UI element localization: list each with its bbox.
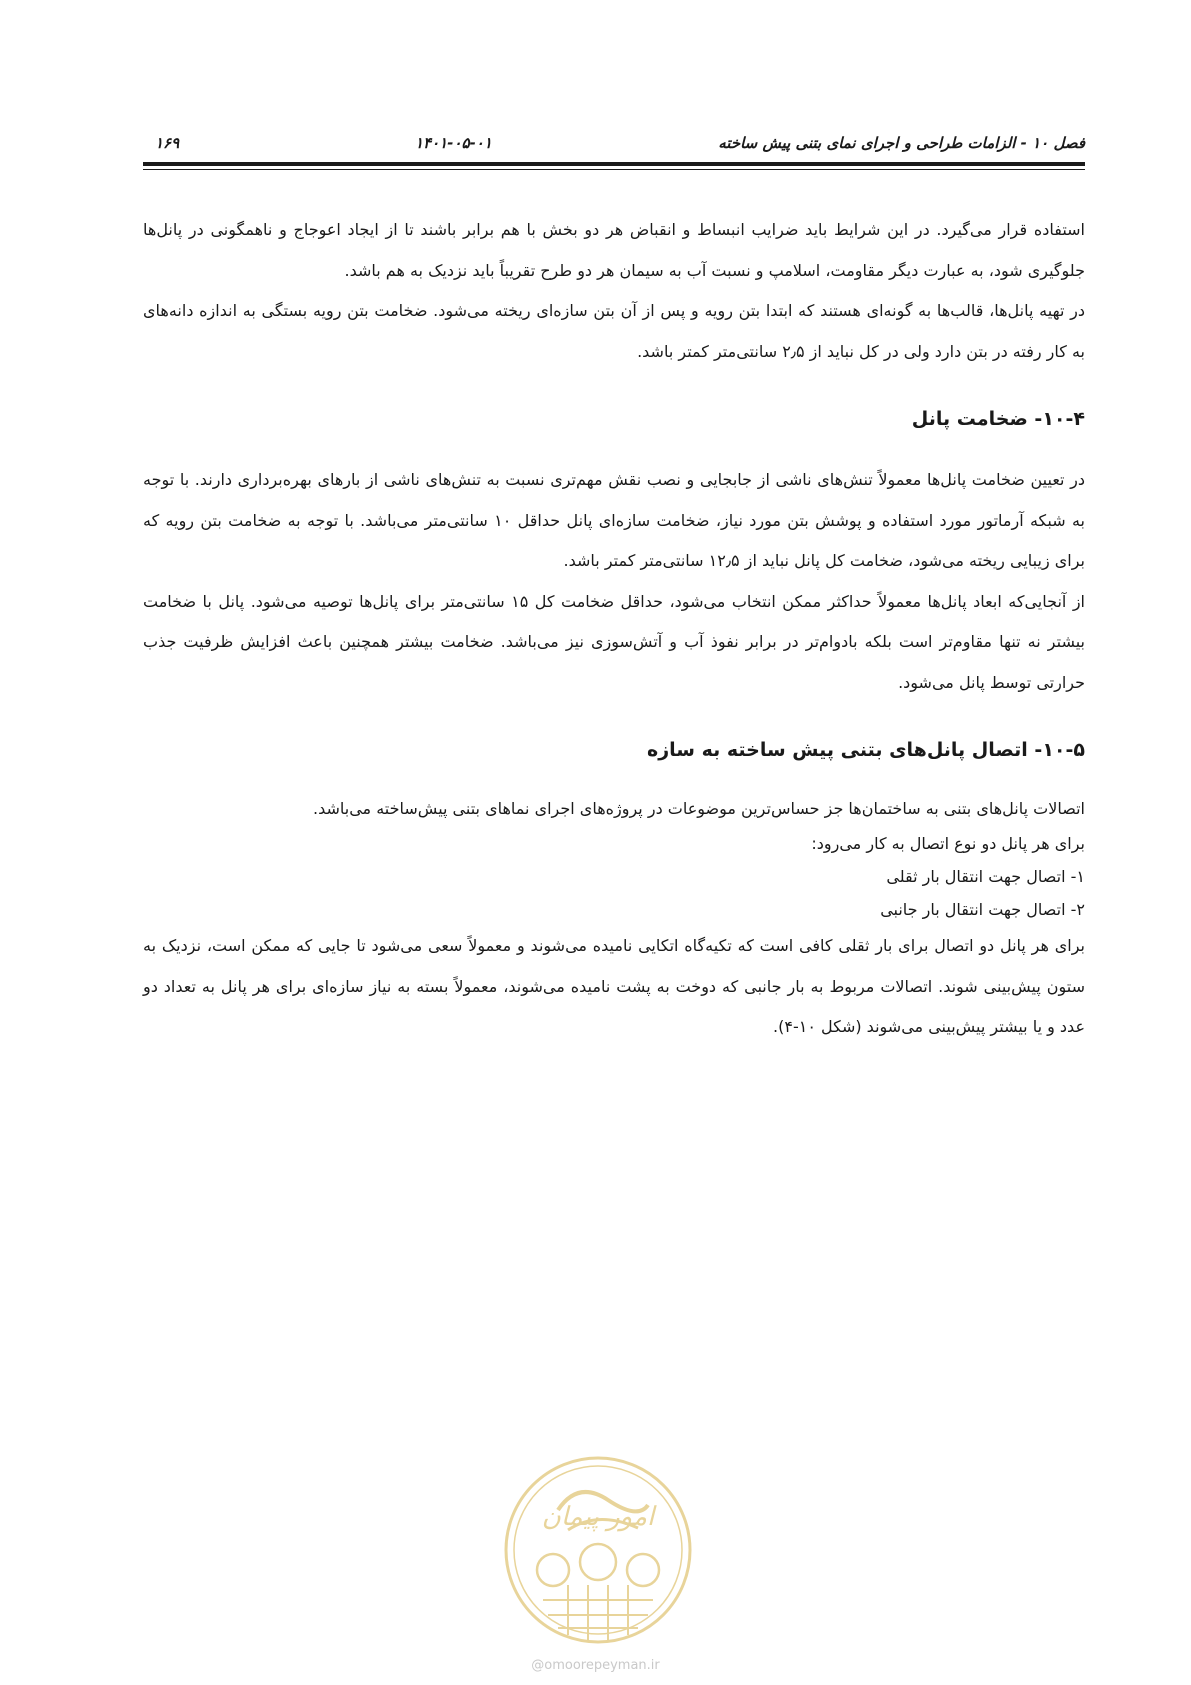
- page-number: ۱۶۹: [155, 134, 180, 152]
- header-rule-thin: [143, 169, 1085, 170]
- page-body: [143, 210, 1085, 1048]
- section-heading-panel-thickness: ۱۰-۴- ضخامت پانل: [911, 408, 1085, 430]
- header-rule-thick: [143, 162, 1085, 166]
- paragraph-2: در تهیه پانل‌ها، قالب‌ها به گونه‌ای هستند که ابتدا بتن رویه و پس از آن بتن سازه‌ای ریخته می‌شود. ضخامت بتن رویه بستگی به اندازه دانه‌های به کار رفته در بتن دارد ولی در کل نباید از ۲٫۵ سانتی‌متر کمتر باشد.: [143, 301, 1085, 361]
- list-item: ۲- اتصال جهت انتقال بار جانبی: [880, 900, 1085, 919]
- paragraph-3: در تعیین ضخامت پانل‌ها معمولاً تنش‌های ناشی از جابجایی و نصب نقش مهم‌تری نسبت به تنش‌های ناشی از بارهای بهره‌برداری دارند. با توجه به شبکه آرماتور مورد استفاده و پوشش بتن مورد نیاز، ضخامت سازه‌ای پانل حداقل ۱۰ سانتی‌متر می‌باشد. با توجه به ضخامت بتن رویه که برای زیبایی ریخته می‌شود، ضخامت کل پانل نباید از ۱۲٫۵ سانتی‌متر کمتر باشد.: [143, 470, 1086, 570]
- paragraph-1: استفاده قرار می‌گیرد. در این شرایط باید ضرایب انبساط و انقباض هر دو بخش با هم برابر باشند تا از ایجاد اعوجاج و ناهمگونی در پانل‌ها جلوگیری شود، به عبارت دیگر مقاومت، اسلامپ و نسبت آب به سیمان هر دو طرح تقریباً باید نزدیک به هم باشد.: [143, 220, 1085, 280]
- watermark-logo: [498, 1450, 698, 1650]
- list-item: ۱- اتصال جهت انتقال بار ثقلی: [886, 867, 1085, 886]
- section-heading-panel-connections: ۱۰-۵- اتصال پانل‌های بتنی پیش ساخته به سازه: [647, 739, 1085, 761]
- paragraph-5: اتصالات پانل‌های بتنی به ساختمان‌ها جز حساس‌ترین موضوعات در پروژه‌های اجرای نماهای بتنی پیش‌ساخته می‌باشد.: [313, 799, 1085, 818]
- watermark-logo-text: امور پیمان: [541, 1502, 655, 1532]
- paragraph-7: برای هر پانل دو اتصال برای بار ثقلی کافی است که تکیه‌گاه اتکایی نامیده می‌شوند و معمولاً سعی می‌شود تا جایی که ممکن است، نزدیک به ستون پیش‌بینی شوند. اتصالات مربوط به بار جانبی که دوخت به پشت نامیده می‌شوند، معمولاً بسته به نیاز سازه‌ای برای هر پانل به تعداد دو عدد و یا بیشتر پیش‌بینی می‌شوند (شکل ۱۰-۴).: [143, 936, 1085, 1036]
- page-header: [143, 118, 1085, 158]
- watermark-url: @omoorepeyman.ir: [531, 1658, 660, 1673]
- chapter-title: فصل ۱۰ - الزامات طراحی و اجرای نمای بتنی پیش ساخته: [718, 134, 1085, 152]
- paragraph-4: از آنجایی‌که ابعاد پانل‌ها معمولاً حداکثر ممکن انتخاب می‌شود، حداقل ضخامت کل ۱۵ سانتی‌متر برای پانل‌ها توصیه می‌شود. پانل با ضخامت بیشتر نه تنها مقاوم‌تر است بلکه بادوام‌تر در برابر نفوذ آب و آتش‌سوزی نیز می‌باشد. ضخامت بیشتر همچنین باعث افزایش ظرفیت جذب حرارتی توسط پانل می‌شود.: [143, 591, 1085, 692]
- paragraph-6: برای هر پانل دو نوع اتصال به کار می‌رود:: [811, 834, 1085, 853]
- header-date: ۱۴۰۱-۰۵-۰۱: [415, 134, 492, 152]
